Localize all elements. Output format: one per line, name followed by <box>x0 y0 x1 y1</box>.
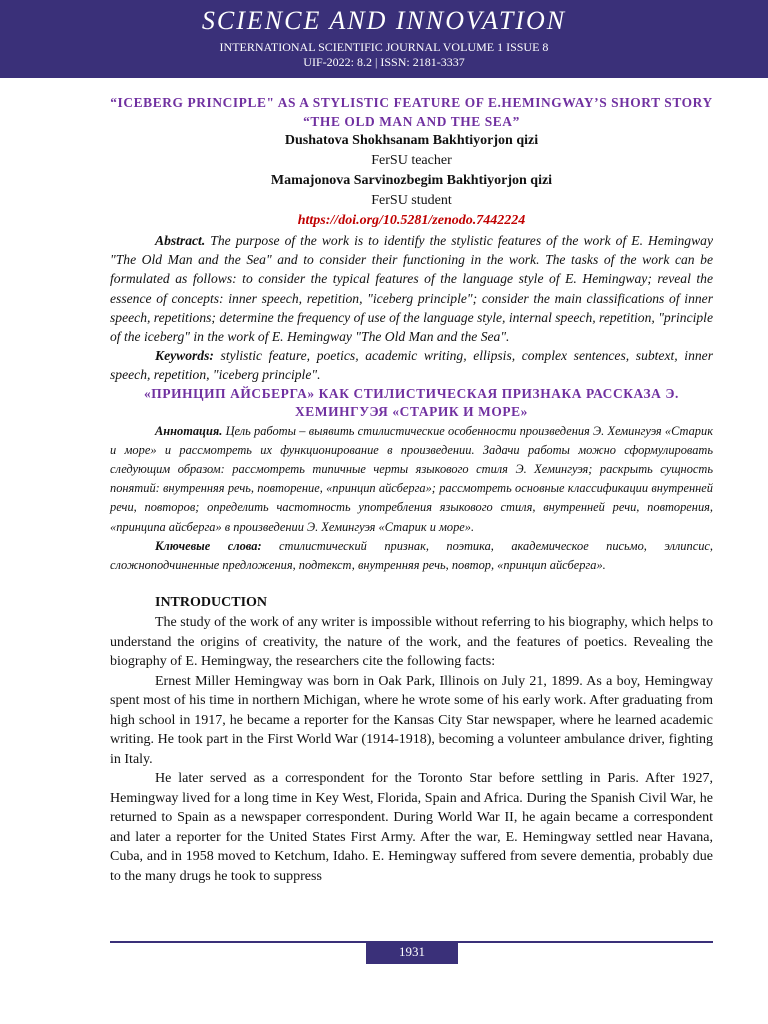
abstract <box>110 231 713 346</box>
abstract-label: Abstract. <box>155 233 206 248</box>
author-1-affiliation: FerSU teacher <box>371 153 452 168</box>
author-2-affiliation: FerSU student <box>371 193 452 208</box>
journal-name: SCIENCE AND INNOVATION <box>201 6 567 35</box>
article-title-en: “ICEBERG PRINCIPLE" AS A STYLISTIC FEATURE OF E.HEMINGWAY’S SHORT STORY “THE OLD MAN AND THE SEA” <box>110 95 713 129</box>
body-paragraph: He later served as a correspondent for the Toronto Star before settling in Paris. After 1927, Hemingway lived for a long time in Key West, Florida, Spain and Africa. During the Spanish Civil War, he returned to Spain as a newspaper correspondent. During World War II, he again became a correspondent and later a reporter for the United States First Army. After the war, E. Hemingway settled near Havana, Cuba, and in 1958 moved to Ketchum, Idaho. E. Hemingway suffered from severe dementia, probably due to the many drugs he took to suppress <box>110 771 713 884</box>
body-paragraph: The study of the work of any writer is impossible without referring to his biography, which helps to understand the origins of creativity, the nature of the work, and the features of poetics. Revealing the biography of E. Hemingway, the researchers cite the following facts: <box>110 615 713 670</box>
page-number: 1931 <box>366 941 458 964</box>
annotation-label: Аннотация. <box>155 423 223 438</box>
annotation-text: Цель работы – выявить стилистические особенности произведения Э. Хемингуэя «Старик и море» и рассмотреть их функционирование в произведении. Задачи работы можно сформулировать следующим образом: рассмотреть типичные черты языкового стиля Э. Хемингуэя; раскрыть сущность понятий: внутренняя речь, повторение, «принцип айсберга»; рассмотреть основные классификации внутренней речи, повторов; определить частотность употребления языкового стиля, внутренней речи, повторения, «принципа айсберга» в произведении Э. Хемингуэя «Старик и море». <box>110 423 713 534</box>
keywords <box>110 346 713 384</box>
article-body <box>110 94 713 886</box>
author-2: Mamajonova Sarvinozbegim Bakhtiyorjon qizi <box>270 173 553 188</box>
keywords-ru-text: стилистический признак, поэтика, академическое письмо, эллипсис, сложноподчиненные предложения, подтекст, внутренняя речь, повтор, «принцип айсберга». <box>110 538 713 573</box>
annotation-ru <box>110 422 713 537</box>
journal-issn-line: UIF-2022: 8.2 | ISSN: 2181-3337 <box>303 55 465 69</box>
keywords-label: Keywords: <box>155 348 214 364</box>
keywords-text: stylistic feature, poetics, academic writing, ellipsis, complex sentences, subtext, inner speech, repetition, "iceberg principle". <box>110 348 713 383</box>
abstract-text: The purpose of the work is to identify the stylistic features of the work of E. Hemingway "The Old Man and the Sea" and to consider their functioning in the work. The tasks of the work can be formulated as follows: to consider the typical features of the language style of E. Hemingway; reveal the essence of concepts: inner speech, repetition, "iceberg principle"; consider the main classifications of inner speech, repetitions; determine the frequency of use of the language style, internal speech, repetition, "principle of the iceberg" in the work of E. Hemingway "The Old Man and the Sea". <box>110 233 713 345</box>
keywords-ru <box>110 537 713 575</box>
doi-link[interactable]: https://doi.org/10.5281/zenodo.7442224 <box>297 213 526 228</box>
section-heading-introduction: INTRODUCTION <box>155 595 268 611</box>
keywords-ru-label: Ключевые слова: <box>155 538 262 553</box>
body-paragraph: Ernest Miller Hemingway was born in Oak Park, Illinois on July 21, 1899. As a boy, Hemingway spent most of his time in northern Michigan, where he wrote some of his early work. After graduating from high school in 1917, he became a reporter for the Kansas City Star newspaper, where he learned academic writing. He took part in the First World War (1914-1918), becoming a volunteer ambulance driver, fighting in Italy. <box>110 673 713 767</box>
journal-volume-line: INTERNATIONAL SCIENTIFIC JOURNAL VOLUME 1 ISSUE 8 <box>219 40 549 54</box>
journal-header <box>0 0 768 78</box>
author-1: Dushatova Shokhsanam Bakhtiyorjon qizi <box>284 133 539 148</box>
article-title-ru: «ПРИНЦИП АЙСБЕРГА» КАК СТИЛИСТИЧЕСКАЯ ПРИЗНАКА РАССКАЗА Э. ХЕМИНГУЭЯ «СТАРИК И МОРЕ» <box>144 385 679 420</box>
